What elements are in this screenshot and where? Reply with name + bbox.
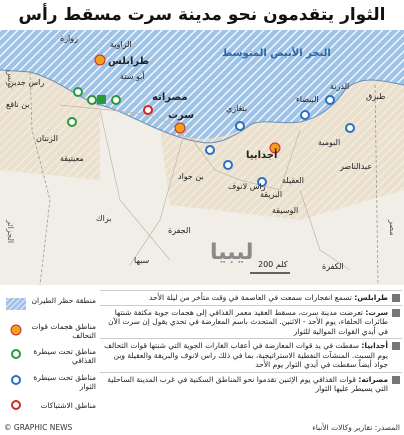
- city-zuwara: زوارة: [60, 34, 79, 43]
- note-sirte: [100, 305, 402, 339]
- note-ajdabiya: [100, 338, 402, 372]
- city-brak: براك: [96, 214, 112, 223]
- note-misrata: [100, 372, 402, 396]
- note-bullet-icon: [392, 309, 400, 317]
- legend-symbol-clashes: [12, 401, 20, 409]
- note-tripoli: [100, 290, 402, 305]
- note-tag: أجدابيا:: [361, 341, 388, 350]
- note-text: تسمع انفجارات سمعت في العاصمة في وقت متأخر من ليلة الأحد: [149, 293, 352, 302]
- city-benghazi: بنغازي: [226, 104, 248, 113]
- legend-label-gaddafi: مناطق تحت سيطرة القذافي: [33, 347, 96, 365]
- city-rasjdir: راس جدير: [10, 78, 45, 87]
- country-egypt: مصر: [388, 220, 397, 236]
- legend-symbol-rebels: [12, 376, 20, 384]
- city-tobruk: طبرق: [366, 92, 386, 101]
- gaddafi-marker-tripoli: [97, 95, 106, 104]
- city-derna: الدرنة: [330, 82, 350, 91]
- note-tag: سرت:: [365, 307, 388, 317]
- city-aqila: العقيلة: [282, 176, 304, 185]
- page-title: الثوار يتقدمون نحو مدينة سرت مسقط رأس: [18, 5, 386, 25]
- city-jufra: الجفرة: [168, 226, 191, 235]
- sea-label: البحر الأبيض المتوسط: [222, 48, 331, 59]
- footer-source: المصدر: تقارير وكالات الأنباء: [312, 423, 400, 432]
- city-wasika: الوسيقة: [272, 206, 299, 215]
- footer-credit: © GRAPHIC NEWS: [4, 423, 73, 432]
- city-sabha: سبها: [134, 256, 150, 265]
- city-abdelnasser: عبدالناصر: [340, 162, 373, 171]
- note-tag: طرابلس:: [354, 293, 388, 302]
- attack-marker-sirte: [175, 123, 185, 133]
- note-text: تعرضت مدينة سرت، مسقط العقيد معمر القذافي إلى هجمات جوية مكثفة شنتها طائرات الحلفاء، يوم الأحد - الاثنين. المتحدث باسم المعارضة في تحدي يقول إن سرت الآن في أيدي القوات الموالية للثوار: [108, 307, 388, 336]
- city-bayda: البيضاء: [296, 95, 319, 104]
- city-sirte: سرت: [168, 110, 195, 121]
- note-bullet-icon: [392, 342, 400, 350]
- gaddafi-marker-zawiya: [88, 96, 96, 104]
- legend-label-nofly: منطقة حظر الطيران: [31, 296, 96, 305]
- country-algeria: الجزائر: [6, 220, 15, 244]
- city-tripoli: طرابلس: [108, 56, 150, 67]
- city-zintan: الزنتان: [36, 134, 59, 143]
- rebels-marker-raslanuf: [224, 161, 232, 169]
- gaddafi-marker-zintan: [68, 118, 76, 126]
- gaddafi-marker-zuwara: [74, 88, 82, 96]
- legend: [0, 290, 98, 420]
- note-bullet-icon: [392, 294, 400, 302]
- note-text: سقطت في يد قوات المعارضة في أعقاب الغارات الجوية التي شنتها قوات التحالف يوم السبت. المنشآت النفطية الاستراتيجية، بما في ذلك راس لانوف والبريقة والعقيلة وبن جواد أيضاً سقطت في أيدي الثوار يوم الأحد: [104, 341, 388, 369]
- legend-symbol-nofly: [6, 298, 26, 310]
- legend-label-attack: مناطق هجمات قوات التحالف: [31, 322, 96, 340]
- city-maateega: معيتيقة: [60, 154, 84, 163]
- map: [0, 30, 404, 285]
- city-zawiya: الزاوية: [110, 40, 132, 49]
- attack-marker-tripoli: [95, 55, 105, 65]
- city-brega: البريقة: [260, 190, 283, 199]
- rebels-marker-tobruk: [346, 124, 354, 132]
- notes-panel: [100, 290, 402, 396]
- rebels-marker-benghazi: [236, 122, 244, 130]
- scale-label: 200 كلم: [258, 260, 288, 269]
- legend-symbol-gaddafi: [12, 350, 20, 358]
- gaddafi-marker-abusittah: [112, 96, 120, 104]
- country-tunisia: تونس: [6, 70, 15, 89]
- clashes-marker-misrata: [144, 106, 152, 114]
- city-raslanuf: راس لانوف: [228, 182, 266, 191]
- rebels-marker-derna: [326, 96, 334, 104]
- rebels-marker-bayda: [301, 111, 309, 119]
- city-bennafi: بن نافع: [6, 100, 30, 109]
- note-text: قوات القذافي يوم الإثنين تقدموا نحو المناطق السكنية في غرب المدينة الساحلية التي يسيطر عليها الثوار: [107, 374, 388, 393]
- city-misrata: مصراته: [152, 92, 188, 103]
- city-ajdabiya: أجدابيا: [246, 150, 278, 161]
- country-libya: ليبيا: [210, 240, 254, 265]
- city-bumba: البومبة: [318, 138, 341, 147]
- city-binjawad: بن جواد: [178, 172, 204, 181]
- city-abusittah: أبو ستة: [120, 72, 145, 81]
- legend-label-clashes: مناطق الاشتباكات: [40, 401, 96, 410]
- city-kufra: الكفرة: [322, 262, 344, 271]
- legend-label-rebels: مناطق تحت سيطرة الثوار: [33, 373, 96, 391]
- rebels-marker-binjawad: [206, 146, 214, 154]
- note-bullet-icon: [392, 376, 400, 384]
- legend-symbol-attack: [11, 325, 21, 335]
- note-tag: مصراته:: [358, 374, 388, 384]
